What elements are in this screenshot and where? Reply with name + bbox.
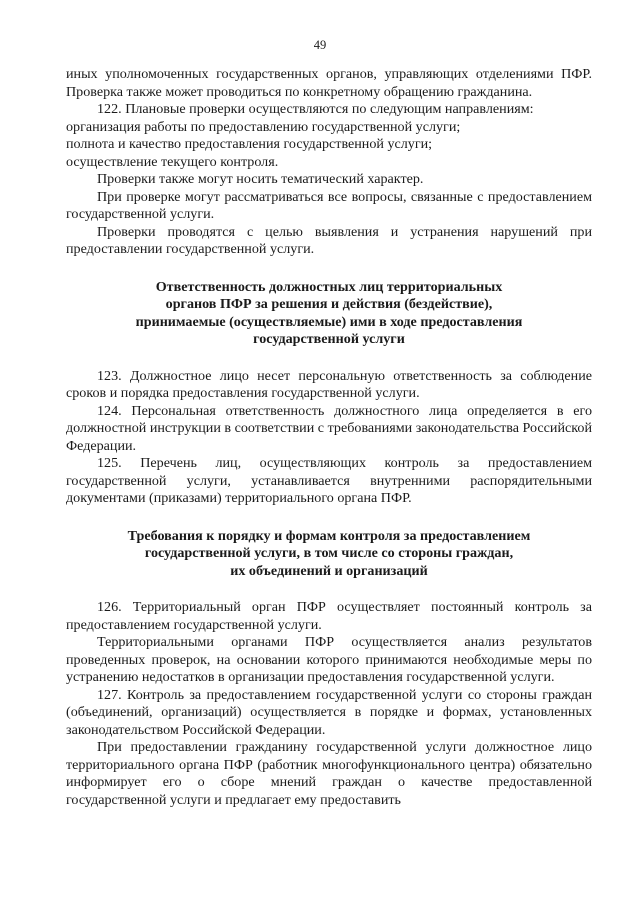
list-item: осуществление текущего контроля. xyxy=(66,153,279,170)
list-item: полнота и качество предоставления государственной услуги; xyxy=(66,136,433,152)
paragraph: При проверке могут рассматриваться все вопросы, связанные с предоставлением государственной услуги. xyxy=(66,188,592,222)
heading-line: органов ПФР за решения и действия (бездействие), xyxy=(165,296,493,312)
document-body xyxy=(66,66,592,809)
heading-line: государственной услуги, в том числе со стороны граждан, xyxy=(144,545,514,561)
paragraph: 124. Персональная ответственность должностного лица определяется в его должностной инструкции в соответствии с требованиями законодательства Российской Федерации. xyxy=(66,402,592,454)
section-heading-responsibility xyxy=(66,279,592,349)
paragraph: 127. Контроль за предоставлением государственной услуги со стороны граждан (объединений, организаций) осуществляется в порядке и формах, установленных законодательством Российской Федерации. xyxy=(66,686,592,738)
paragraph: Проверки проводятся с целью выявления и устранения нарушений при предоставлении государственной услуги. xyxy=(66,223,592,257)
paragraph: 122. Плановые проверки осуществляются по следующим направлениям: xyxy=(97,101,534,117)
heading-line: Ответственность должностных лиц территориальных xyxy=(155,278,503,295)
heading-line: принимаемые (осуществляемые) ими в ходе предоставления xyxy=(135,313,523,330)
paragraph: иных уполномоченных государственных органов, управляющих отделениями ПФР. Проверка также может проводиться по конкретному обращению гражданина. xyxy=(66,66,592,100)
paragraph: Территориальными органами ПФР осуществляется анализ результатов проведенных проверок, на основании которого принимаются необходимые меры по устранению недостатков в организации предоставления государственной услуги. xyxy=(66,634,592,685)
paragraph: 125. Перечень лиц, осуществляющих контроль за предоставлением государственной услуги, устанавливается внутренними распорядительными документами (приказами) территориального органа ПФР. xyxy=(66,455,592,506)
paragraph: При предоставлении гражданину государственной услуги должностное лицо территориального органа ПФР (работник многофункционального центра) обязательно информирует его о сборе мнений граждан о качестве предоставленной государственной услуги и предлагает ему предоставить xyxy=(66,739,592,808)
paragraph: 123. Должностное лицо несет персональную ответственность за соблюдение сроков и порядка предоставления государственной услуги. xyxy=(66,367,592,401)
paragraph: Проверки также могут носить тематический характер. xyxy=(97,171,424,187)
heading-line: их объединений и организаций xyxy=(230,562,428,579)
heading-line: Требования к порядку и формам контроля за предоставлением xyxy=(127,527,531,544)
section-heading-control-requirements xyxy=(66,528,592,581)
list-item: организация работы по предоставлению государственной услуги; xyxy=(66,118,461,135)
heading-line: государственной услуги xyxy=(253,331,405,347)
page-number: 49 xyxy=(313,38,327,52)
paragraph: 126. Территориальный орган ПФР осуществляет постоянный контроль за предоставлением государственной услуги. xyxy=(66,599,592,633)
